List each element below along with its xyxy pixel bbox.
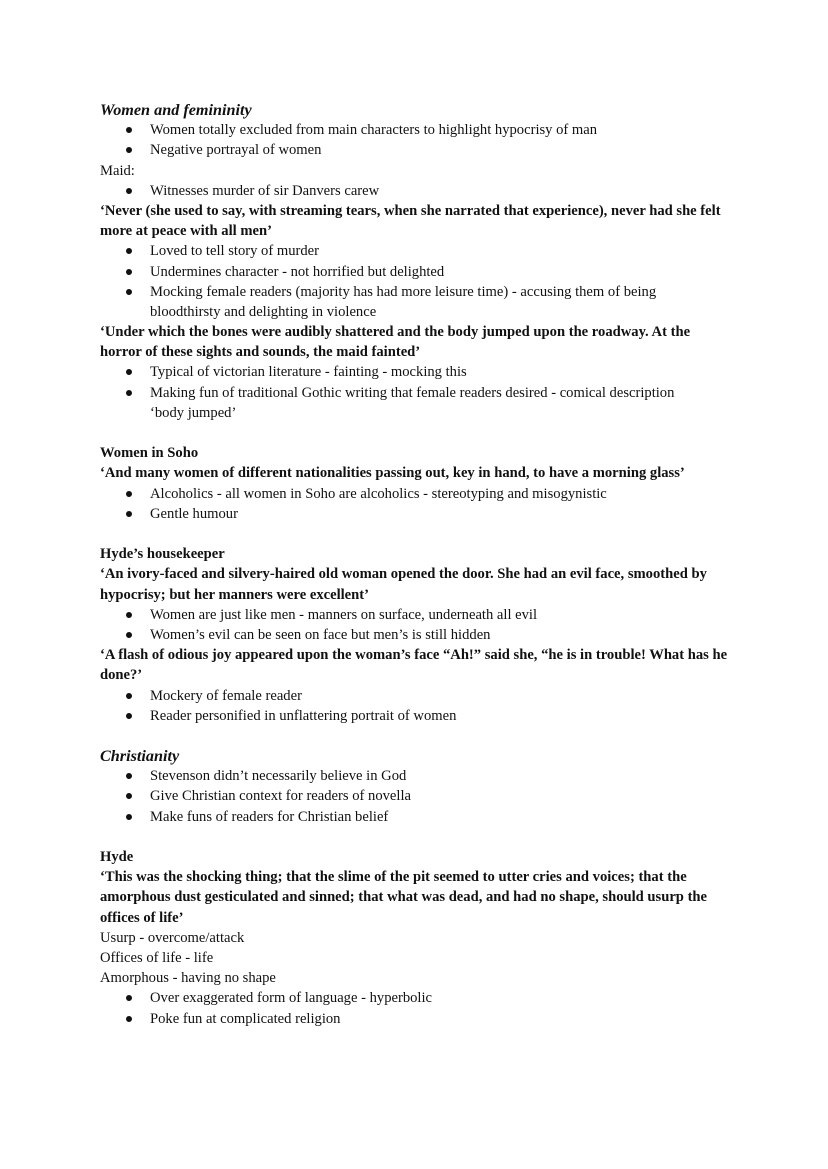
list-item: Alcoholics - all women in Soho are alcoholics - stereotyping and misogynistic [100, 484, 730, 504]
bullet-icon [126, 369, 132, 375]
list-item: Making fun of traditional Gothic writing that female readers desired - comical description ‘body jumped’ [100, 383, 730, 423]
bullet-icon [126, 390, 132, 396]
spacer [100, 827, 730, 847]
quote: ‘A flash of odious joy appeared upon the woman’s face “Ah!” said she, “he is in trouble! What has he done?’ [100, 647, 728, 684]
bullet-icon [126, 995, 132, 1001]
list-item: Undermines character - not horrified but delighted [100, 262, 730, 282]
section-heading-hydes-housekeeper: Hyde’s housekeeper [100, 546, 225, 563]
bullet-icon [126, 693, 132, 699]
spacer [100, 423, 730, 443]
maid-label: Maid: [100, 162, 135, 179]
list-item: Mocking female readers (majority has had more leisure time) - accusing them of being bloodthirsty and delighting in violence [100, 282, 730, 322]
quote: ‘Never (she used to say, with streaming tears, when she narrated that experience), never had she felt more at peace with all men’ [100, 202, 721, 240]
quote: ‘An ivory-faced and silvery-haired old woman opened the door. She had an evil face, smoothed by hypocrisy; but her manners were excellent’ [100, 566, 707, 603]
list-item: Stevenson didn’t necessarily believe in God [100, 766, 730, 786]
definition: Usurp - overcome/attack [100, 929, 245, 946]
list-item: Give Christian context for readers of novella [100, 786, 730, 806]
bullet-icon [126, 127, 132, 133]
bullet-icon [126, 814, 132, 820]
list-item: Negative portrayal of women [100, 140, 730, 160]
section-heading-women-in-soho: Women in Soho [100, 445, 199, 462]
bullet-icon [126, 289, 132, 295]
list-item: Mockery of female reader [100, 686, 730, 706]
list-item: Reader personified in unflattering portrait of women [100, 706, 730, 726]
list-item: Women are just like men - manners on surface, underneath all evil [100, 605, 730, 625]
list-item: Poke fun at complicated religion [100, 1009, 730, 1029]
section-heading-women-femininity: Women and femininity [100, 101, 252, 119]
quote: ‘This was the shocking thing; that the slime of the pit seemed to utter cries and voices; that the amorphous dust gesticulated and sinned; that what was dead, and had no shape, should usurp the offices of life’ [100, 869, 708, 926]
bullet-icon [126, 773, 132, 779]
bullet-icon [126, 612, 132, 618]
section-heading-christianity: Christianity [100, 747, 180, 766]
quote: ‘And many women of different nationalities passing out, key in hand, to have a morning glass’ [100, 465, 685, 482]
bullet-icon [126, 491, 132, 497]
bullet-icon [126, 147, 132, 153]
bullet-icon [126, 713, 132, 719]
spacer [100, 726, 730, 746]
list-item: Make funs of readers for Christian belief [100, 807, 730, 827]
list-item: Women totally excluded from main characters to highlight hypocrisy of man [100, 120, 730, 140]
bullet-icon [126, 632, 132, 638]
document-page [100, 100, 730, 1029]
bullet-icon [126, 188, 132, 194]
list-item: Typical of victorian literature - fainting - mocking this [100, 362, 730, 382]
section-heading-hyde: Hyde [100, 849, 134, 866]
list-item: Gentle humour [100, 504, 730, 524]
bullet-icon [126, 1016, 132, 1022]
bullet-icon [126, 248, 132, 254]
bullet-icon [126, 511, 132, 517]
definition: Offices of life - life [100, 950, 214, 966]
list-item: Loved to tell story of murder [100, 241, 730, 261]
spacer [100, 524, 730, 544]
bullet-icon [126, 793, 132, 799]
definition: Amorphous - having no shape [100, 970, 276, 987]
quote: ‘Under which the bones were audibly shattered and the body jumped upon the roadway. At the horror of these sights and sounds, the maid fainted’ [100, 324, 691, 361]
bullet-icon [126, 269, 132, 275]
list-item: Over exaggerated form of language - hyperbolic [100, 988, 730, 1008]
list-item: Women’s evil can be seen on face but men’s is still hidden [100, 625, 730, 645]
list-item: Witnesses murder of sir Danvers carew [100, 181, 730, 201]
